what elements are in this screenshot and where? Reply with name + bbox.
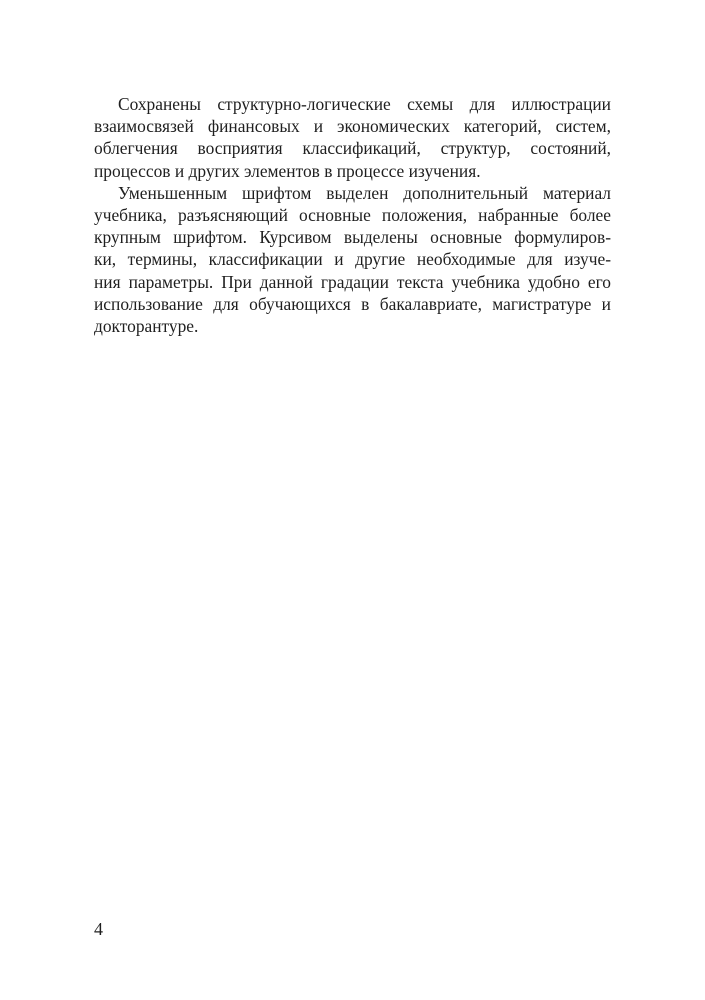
paragraph-line: ния параметры. При данной градации текста учебника удобно его — [94, 271, 611, 292]
paragraph-1 — [94, 93, 611, 182]
paragraph-line: использование для обучающихся в бакалавриате, магистратуре и — [94, 293, 611, 314]
paragraph-line: процессов и других элементов в процессе изучения. — [94, 160, 481, 181]
paragraph-line: учебника, разъясняющий основные положения, набранные более — [94, 205, 611, 226]
page-number: 4 — [94, 919, 103, 939]
paragraph-line: докторантуре. — [94, 316, 199, 337]
paragraph-line: ки, термины, классификации и другие необходимые для изуче- — [94, 249, 611, 270]
paragraph-line: взаимосвязей финансовых и экономических категорий, систем, — [94, 116, 611, 137]
paragraph-line: крупным шрифтом. Курсивом выделены основные формулиров- — [94, 227, 611, 248]
paragraph-2 — [94, 182, 611, 337]
body-text — [94, 93, 611, 337]
paragraph-line: Сохранены структурно-логические схемы для иллюстрации — [118, 94, 611, 114]
paragraph-line: облегчения восприятия классификаций, структур, состояний, — [94, 138, 611, 159]
paragraph-line: Уменьшенным шрифтом выделен дополнительный материал — [118, 182, 611, 203]
